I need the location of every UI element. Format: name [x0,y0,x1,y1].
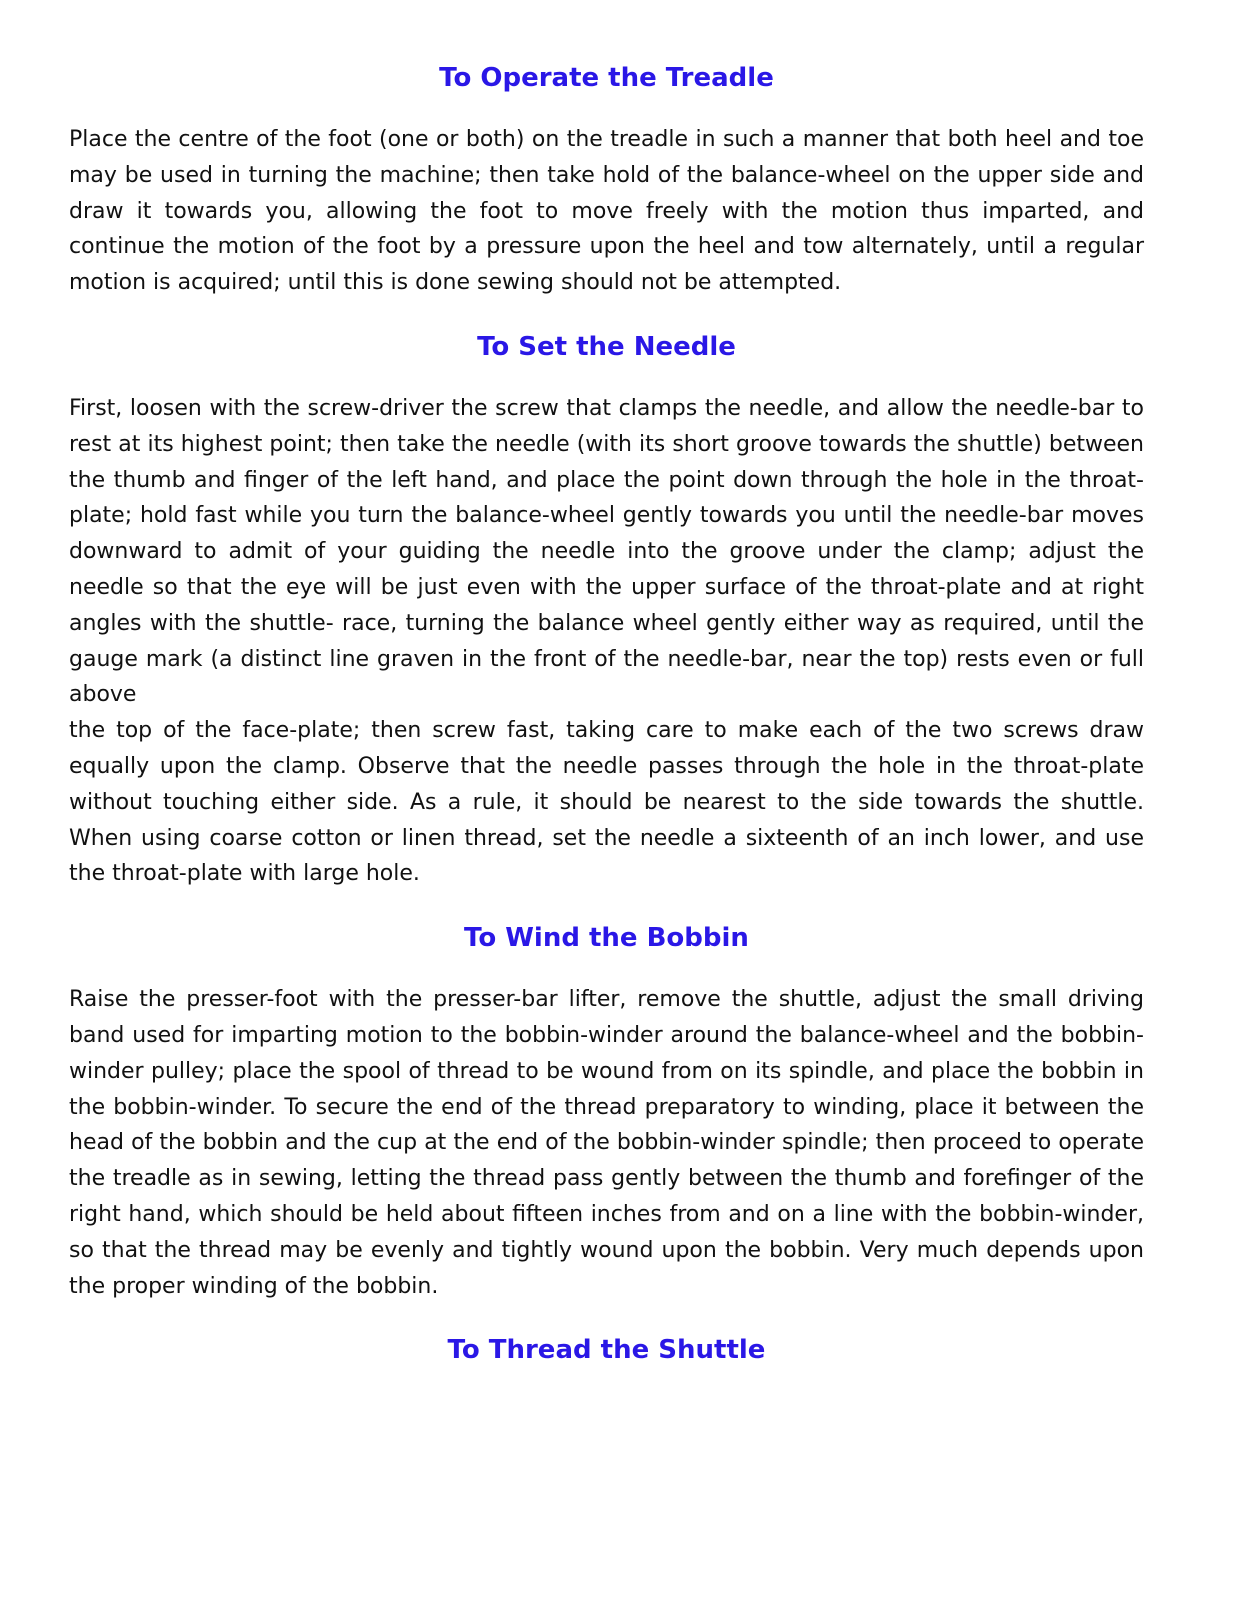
section-paragraph-set-needle [69,391,1144,892]
section-paragraph-operate-treadle: Place the centre of the foot (one or both) on the treadle in such a manner that both heel and toe may be used in turning the machine; then take hold of the balance-wheel on the upper side and draw it towards you, allowing the foot to move freely with the motion thus imparted, and continue the motion of the foot by a pressure upon the heel and tow alternately, until a regular motion is acquired; until this is done sewing should not be attempted. [69,127,1144,296]
set-needle-paragraph-part-1: First, loosen with the screw-driver the screw that clamps the needle, and allow the needle-bar to rest at its highest point; then take the needle (with its short groove towards the shuttle) between the thumb and finger of the left hand, and place the point down through the hole in the throat-plate; hold fast while you turn the balance-wheel gently towards you until the needle-bar moves downward to admit of your guiding the needle into the groove under the clamp; adjust the needle so that the eye will be just even with the upper surface of the throat-plate and at right angles with the shuttle- race, turning the balance wheel gently either way as required, until the gauge mark (a distinct line graven in the front of the needle-bar, near the top) rests even or full above [69,395,1144,708]
section-paragraph-wind-bobbin: Raise the presser-foot with the presser-bar lifter, remove the shuttle, adjust the small driving band used for imparting motion to the bobbin-winder around the balance-wheel and the bobbin-winder pulley; place the spool of thread to be wound from on its spindle, and place the bobbin in the bobbin-winder. To secure the end of the thread preparatory to winding, place it between the head of the bobbin and the cup at the end of the bobbin-winder spindle; then proceed to operate the treadle as in sewing, letting the thread pass gently between the thumb and forefinger of the right hand, which should be held about fifteen inches from and on a line with the bobbin-winder, so that the thread may be evenly and tightly wound upon the bobbin. Very much depends upon the proper winding of the bobbin. [69,987,1144,1299]
set-needle-paragraph-part-2: the top of the face-plate; then screw fast, taking care to make each of the two screws draw equally upon the clamp. Observe that the needle passes through the hole in the throat-plate without touching either side. As a rule, it should be nearest to the side towards the shuttle. When using coarse cotton or linen thread, set the needle a sixteenth of an inch lower, and use the throat-plate with large hole. [69,718,1144,887]
section-heading-thread-shuttle: To Thread the Shuttle [447,1335,766,1366]
section-heading-operate-treadle: To Operate the Treadle [439,63,774,93]
section-heading-wind-bobbin: To Wind the Bobbin [464,923,749,954]
section-heading-set-needle: To Set the Needle [477,331,736,362]
document-page [69,58,1144,1370]
